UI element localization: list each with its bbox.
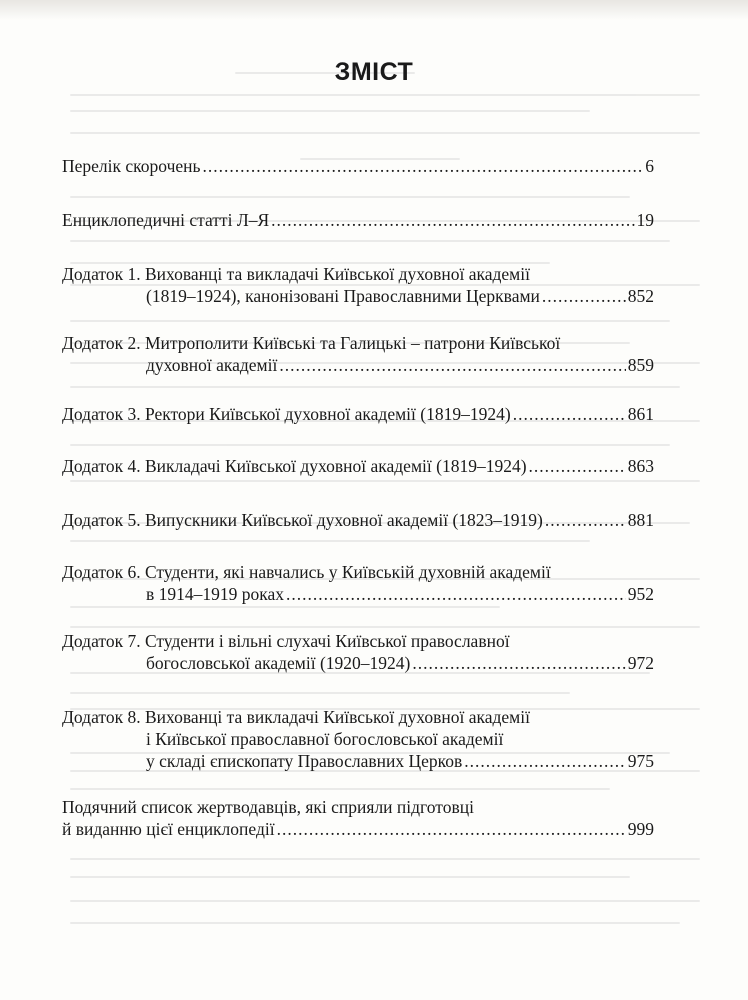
toc-entry-page: 972 — [627, 653, 654, 673]
toc-entry-page: 999 — [627, 819, 654, 839]
toc-entry-label: Додаток 4. Викладачі Київської духовної академії (1819–1924) — [62, 456, 527, 476]
toc-entry[interactable] — [62, 509, 654, 531]
page-edge-shadow — [0, 0, 748, 20]
toc-entry-continuation: (1819–1924), канонізовані Православними Церквами — [146, 286, 540, 306]
toc-entry-label: Перелік скорочень — [62, 156, 201, 176]
toc-entry[interactable] — [62, 561, 654, 605]
toc-entry-label: Подячний список жертводавців, які сприяли підготовці — [62, 797, 474, 817]
dot-leader — [412, 652, 625, 674]
dot-leader — [513, 403, 626, 425]
toc-entry-page: 952 — [627, 584, 654, 604]
toc-entry-label: Додаток 8. Вихованці та викладачі Київської духовної академії — [62, 707, 530, 727]
toc-entry-page: 975 — [627, 751, 654, 771]
dot-leader — [279, 354, 625, 376]
toc-entry-label: Додаток 7. Студенти і вільні слухачі Київської православної — [62, 631, 510, 651]
dot-leader — [277, 818, 626, 840]
toc-entry-page: 859 — [627, 355, 654, 375]
toc-entry[interactable] — [62, 455, 654, 477]
toc-entry[interactable] — [62, 209, 654, 231]
toc-entry[interactable] — [62, 630, 654, 674]
toc-entry-label: Додаток 3. Ректори Київської духовної академії (1819–1924) — [62, 404, 511, 424]
toc-entry[interactable] — [62, 403, 654, 425]
toc-entry-continuation: у складі єпископату Православних Церков — [146, 751, 463, 771]
toc-entry[interactable] — [62, 706, 654, 772]
toc-entry-page: 881 — [627, 510, 654, 530]
toc-entry-label: Додаток 6. Студенти, які навчались у Київській духовній академії — [62, 562, 551, 582]
dot-leader — [542, 285, 626, 307]
toc-entry-page: 6 — [645, 156, 654, 176]
toc-entry-continuation: духовної академії — [146, 355, 278, 375]
toc-entry-page: 863 — [627, 456, 654, 476]
toc-entry-continuation: богословської академії (1920–1924) — [146, 653, 411, 673]
dot-leader — [203, 155, 644, 177]
toc-entry-page: 19 — [636, 210, 654, 230]
toc-entry-continuation: в 1914–1919 роках — [146, 584, 285, 604]
page-title: ЗМІСТ — [334, 58, 414, 86]
dot-leader — [286, 583, 626, 605]
toc-entry-label: Додаток 1. Вихованці та викладачі Київської духовної академії — [62, 264, 530, 284]
toc-entry[interactable] — [62, 796, 654, 840]
dot-leader — [529, 455, 626, 477]
toc-entry-continuation: й виданню цієї енциклопедії — [62, 819, 275, 839]
toc-entry-page: 852 — [627, 286, 654, 306]
dot-leader — [271, 209, 634, 231]
toc-entry-label: Енциклопедичні статті Л–Я — [62, 210, 270, 230]
toc-entry-page: 861 — [627, 404, 654, 424]
toc-entry-label: Додаток 2. Митрополити Київські та Галицькі – патрони Київської — [62, 333, 561, 353]
toc-entry-label: Додаток 5. Випускники Київської духовної академії (1823–1919) — [62, 510, 543, 530]
toc-entry[interactable] — [62, 263, 654, 307]
toc-entry[interactable] — [62, 155, 654, 177]
dot-leader — [464, 750, 625, 772]
dot-leader — [545, 509, 626, 531]
toc-entry-continuation: і Київської православної богословської академії — [146, 729, 504, 749]
toc-entry[interactable] — [62, 332, 654, 376]
